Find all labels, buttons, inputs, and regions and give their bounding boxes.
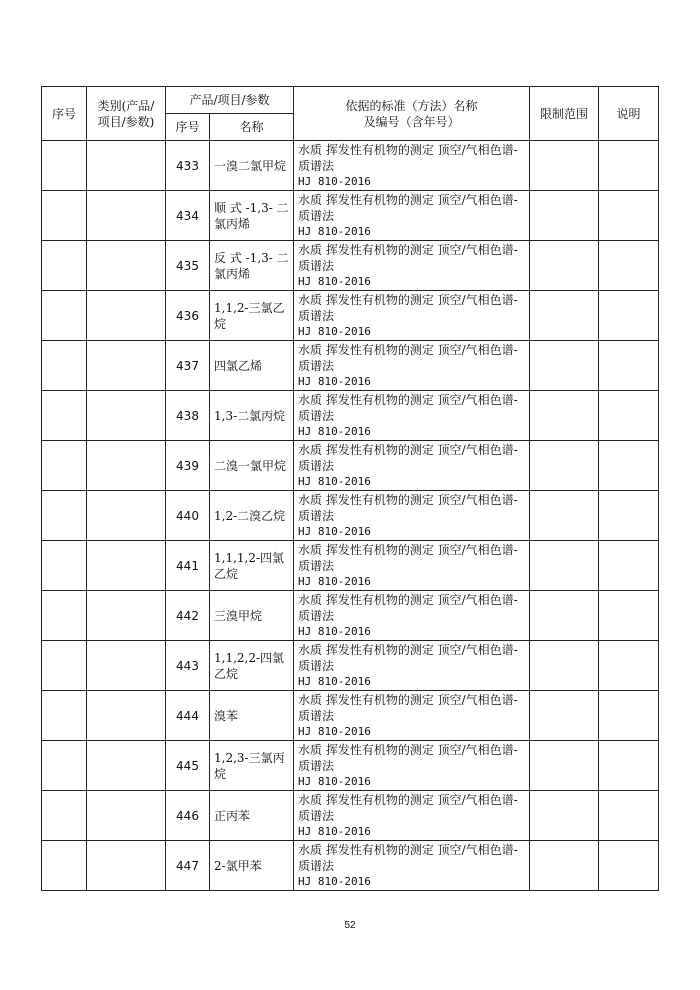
cell-category <box>87 641 166 691</box>
header-seq: 序号 <box>42 87 87 141</box>
standard-method-name: 水质 挥发性有机物的测定 顶空/气相色谱-质谱法 <box>298 642 518 673</box>
cell-standard <box>294 691 530 741</box>
cell-standard <box>294 541 530 591</box>
cell-seq <box>42 441 87 491</box>
cell-category <box>87 491 166 541</box>
cell-limit <box>530 191 599 241</box>
header-product-group: 产品/项目/参数 <box>166 87 294 114</box>
cell-item-name: 二溴一氯甲烷 <box>210 441 294 491</box>
cell-standard <box>294 141 530 191</box>
cell-note <box>599 391 659 441</box>
cell-note <box>599 341 659 391</box>
cell-seq <box>42 141 87 191</box>
table-row <box>42 491 659 541</box>
cell-standard <box>294 791 530 841</box>
standard-code: HJ 810-2016 <box>298 474 371 488</box>
standard-code: HJ 810-2016 <box>298 724 371 738</box>
cell-item-name: 正丙苯 <box>210 791 294 841</box>
standard-code: HJ 810-2016 <box>298 424 371 438</box>
cell-item-number: 446 <box>166 791 210 841</box>
cell-item-number: 443 <box>166 641 210 691</box>
table-row <box>42 191 659 241</box>
cell-standard <box>294 291 530 341</box>
table-row <box>42 441 659 491</box>
cell-seq <box>42 691 87 741</box>
cell-item-name: 1,1,1,2-四氯乙烷 <box>210 541 294 591</box>
cell-seq <box>42 241 87 291</box>
cell-item-number: 436 <box>166 291 210 341</box>
standard-method-name: 水质 挥发性有机物的测定 顶空/气相色谱-质谱法 <box>298 242 518 273</box>
table-row <box>42 391 659 441</box>
cell-seq <box>42 741 87 791</box>
cell-item-name: 1,2,3-三氯丙烷 <box>210 741 294 791</box>
cell-category <box>87 141 166 191</box>
table-row <box>42 141 659 191</box>
cell-item-name: 反 式 -1,3- 二 氯丙烯 <box>210 241 294 291</box>
cell-category <box>87 341 166 391</box>
table-row <box>42 741 659 791</box>
cell-category <box>87 241 166 291</box>
cell-seq <box>42 491 87 541</box>
cell-standard <box>294 641 530 691</box>
cell-category <box>87 691 166 741</box>
cell-note <box>599 291 659 341</box>
table-row <box>42 841 659 891</box>
cell-item-name: 四氯乙烯 <box>210 341 294 391</box>
page-number: 52 <box>344 920 356 931</box>
cell-standard <box>294 191 530 241</box>
cell-item-name: 顺 式 -1,3- 二 氯丙烯 <box>210 191 294 241</box>
cell-limit <box>530 291 599 341</box>
cell-limit <box>530 391 599 441</box>
cell-limit <box>530 741 599 791</box>
standard-code: HJ 810-2016 <box>298 274 371 288</box>
header-limit: 限制范围 <box>530 87 599 141</box>
cell-category <box>87 741 166 791</box>
header-sub-seq: 序号 <box>166 114 210 141</box>
cell-seq <box>42 191 87 241</box>
standard-method-name: 水质 挥发性有机物的测定 顶空/气相色谱-质谱法 <box>298 442 518 473</box>
header-note: 说明 <box>599 87 659 141</box>
standard-code: HJ 810-2016 <box>298 324 371 338</box>
table-body <box>42 141 659 891</box>
standard-code: HJ 810-2016 <box>298 174 371 188</box>
cell-category <box>87 191 166 241</box>
cell-limit <box>530 641 599 691</box>
cell-limit <box>530 241 599 291</box>
cell-item-number: 437 <box>166 341 210 391</box>
cell-limit <box>530 841 599 891</box>
cell-category <box>87 541 166 591</box>
table-row <box>42 641 659 691</box>
cell-note <box>599 591 659 641</box>
cell-note <box>599 241 659 291</box>
cell-item-number: 435 <box>166 241 210 291</box>
cell-standard <box>294 241 530 291</box>
standard-code: HJ 810-2016 <box>298 224 371 238</box>
table-row <box>42 341 659 391</box>
cell-limit <box>530 691 599 741</box>
cell-item-number: 447 <box>166 841 210 891</box>
standard-method-name: 水质 挥发性有机物的测定 顶空/气相色谱-质谱法 <box>298 542 518 573</box>
cell-category <box>87 291 166 341</box>
cell-seq <box>42 391 87 441</box>
table-row <box>42 691 659 741</box>
standard-method-name: 水质 挥发性有机物的测定 顶空/气相色谱-质谱法 <box>298 792 518 823</box>
standard-method-name: 水质 挥发性有机物的测定 顶空/气相色谱-质谱法 <box>298 192 518 223</box>
cell-limit <box>530 341 599 391</box>
standard-method-name: 水质 挥发性有机物的测定 顶空/气相色谱-质谱法 <box>298 342 518 373</box>
cell-seq <box>42 341 87 391</box>
header-name: 名称 <box>210 114 294 141</box>
cell-category <box>87 591 166 641</box>
cell-item-number: 434 <box>166 191 210 241</box>
standard-method-name: 水质 挥发性有机物的测定 顶空/气相色谱-质谱法 <box>298 692 518 723</box>
cell-seq <box>42 291 87 341</box>
cell-item-name: 溴苯 <box>210 691 294 741</box>
cell-item-name: 1,1,2-三氯乙烷 <box>210 291 294 341</box>
cell-item-name: 三溴甲烷 <box>210 591 294 641</box>
cell-item-number: 445 <box>166 741 210 791</box>
table-row <box>42 591 659 641</box>
standard-method-name: 水质 挥发性有机物的测定 顶空/气相色谱-质谱法 <box>298 392 518 423</box>
cell-item-name: 1,3-二氯丙烷 <box>210 391 294 441</box>
standards-table <box>41 86 659 891</box>
table-row <box>42 291 659 341</box>
cell-note <box>599 691 659 741</box>
cell-note <box>599 841 659 891</box>
cell-standard <box>294 441 530 491</box>
cell-item-name: 一溴二氯甲烷 <box>210 141 294 191</box>
cell-standard <box>294 491 530 541</box>
cell-standard <box>294 741 530 791</box>
cell-item-number: 444 <box>166 691 210 741</box>
cell-seq <box>42 791 87 841</box>
cell-note <box>599 641 659 691</box>
standard-code: HJ 810-2016 <box>298 624 371 638</box>
cell-item-number: 438 <box>166 391 210 441</box>
cell-standard <box>294 391 530 441</box>
cell-limit <box>530 591 599 641</box>
cell-note <box>599 541 659 591</box>
table-row <box>42 541 659 591</box>
cell-note <box>599 791 659 841</box>
table-row <box>42 241 659 291</box>
cell-note <box>599 141 659 191</box>
standard-code: HJ 810-2016 <box>298 374 371 388</box>
table-row <box>42 791 659 841</box>
cell-item-number: 439 <box>166 441 210 491</box>
cell-standard <box>294 591 530 641</box>
header-standard: 依据的标准（方法）名称及编号（含年号） <box>294 87 530 141</box>
standard-method-name: 水质 挥发性有机物的测定 顶空/气相色谱-质谱法 <box>298 292 518 323</box>
standard-code: HJ 810-2016 <box>298 524 371 538</box>
cell-limit <box>530 441 599 491</box>
cell-item-number: 433 <box>166 141 210 191</box>
cell-note <box>599 441 659 491</box>
cell-note <box>599 741 659 791</box>
cell-seq <box>42 841 87 891</box>
standard-code: HJ 810-2016 <box>298 774 371 788</box>
cell-category <box>87 441 166 491</box>
cell-limit <box>530 491 599 541</box>
cell-note <box>599 491 659 541</box>
standard-code: HJ 810-2016 <box>298 824 371 838</box>
standard-code: HJ 810-2016 <box>298 874 371 888</box>
cell-standard <box>294 841 530 891</box>
cell-item-number: 441 <box>166 541 210 591</box>
cell-item-name: 2-氯甲苯 <box>210 841 294 891</box>
standard-method-name: 水质 挥发性有机物的测定 顶空/气相色谱-质谱法 <box>298 592 518 623</box>
standard-method-name: 水质 挥发性有机物的测定 顶空/气相色谱-质谱法 <box>298 492 518 523</box>
cell-limit <box>530 541 599 591</box>
cell-limit <box>530 791 599 841</box>
cell-item-name: 1,2-二溴乙烷 <box>210 491 294 541</box>
cell-category <box>87 391 166 441</box>
cell-category <box>87 841 166 891</box>
cell-item-name: 1,1,2,2-四氯乙烷 <box>210 641 294 691</box>
cell-seq <box>42 641 87 691</box>
cell-item-number: 442 <box>166 591 210 641</box>
cell-standard <box>294 341 530 391</box>
standard-method-name: 水质 挥发性有机物的测定 顶空/气相色谱-质谱法 <box>298 842 518 873</box>
cell-item-number: 440 <box>166 491 210 541</box>
cell-seq <box>42 541 87 591</box>
standard-method-name: 水质 挥发性有机物的测定 顶空/气相色谱-质谱法 <box>298 142 518 173</box>
standard-code: HJ 810-2016 <box>298 574 371 588</box>
cell-limit <box>530 141 599 191</box>
header-category: 类别(产品/项目/参数) <box>87 87 166 141</box>
standard-method-name: 水质 挥发性有机物的测定 顶空/气相色谱-质谱法 <box>298 742 518 773</box>
cell-seq <box>42 591 87 641</box>
cell-category <box>87 791 166 841</box>
standard-code: HJ 810-2016 <box>298 674 371 688</box>
cell-note <box>599 191 659 241</box>
